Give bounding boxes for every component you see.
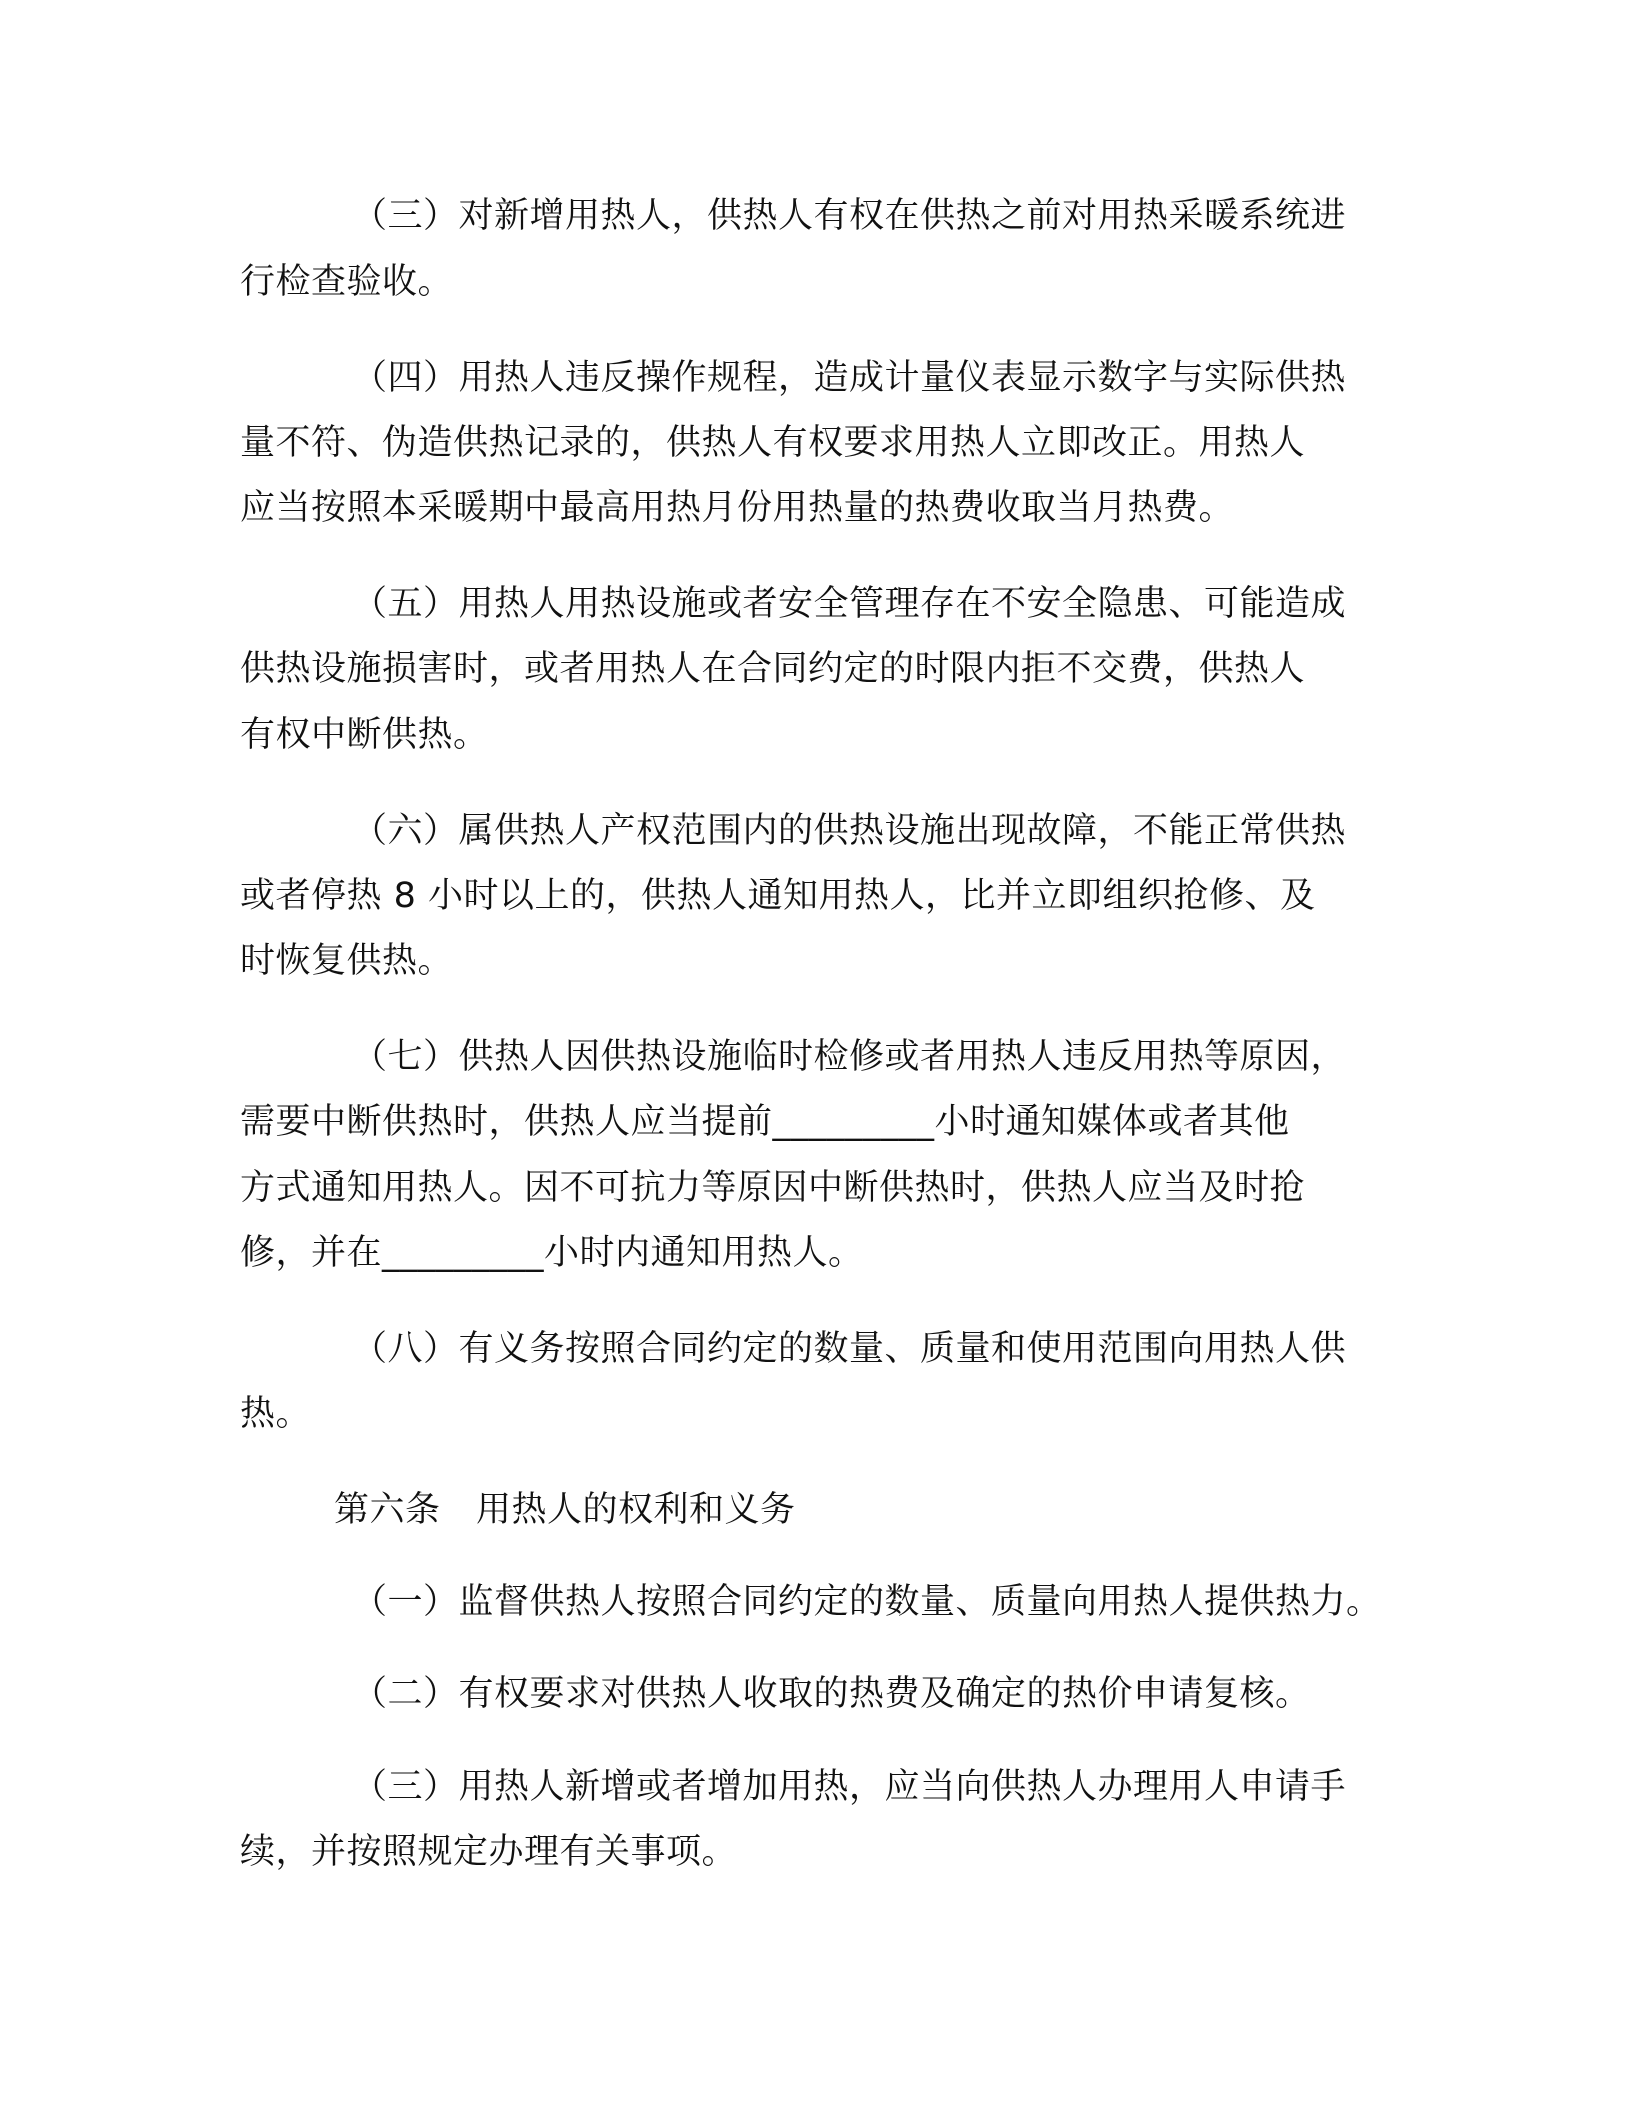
article-6-heading: 第六条 用热人的权利和义务	[334, 1490, 796, 1530]
para-6-line-2: 或者停热 8 小时以上的，供热人通知用热人，比并立即组织抢修、及	[240, 876, 1316, 916]
para-3-line-2: 行检查验收。	[240, 262, 454, 302]
para-4-line-2: 量不符、伪造供热记录的，供热人有权要求用热人立即改正。用热人	[240, 423, 1306, 463]
para-6-line-3: 时恢复供热。	[240, 941, 454, 981]
user-1-line-1: （一）监督供热人按照合同约定的数量、质量向用热人提供热力。	[352, 1582, 1382, 1622]
para-4-line-3: 应当按照本采暖期中最高用热月份用热量的热费收取当月热费。	[240, 488, 1235, 528]
para-5-line-1: （五）用热人用热设施或者安全管理存在不安全隐患、可能造成	[352, 584, 1347, 624]
para-7-line-2: 需要中断供热时，供热人应当提前_________小时通知媒体或者其他	[240, 1102, 1290, 1142]
para-7-line-4: 修，并在_________小时内通知用热人。	[240, 1233, 864, 1273]
user-3-line-2: 续，并按照规定办理有关事项。	[240, 1832, 738, 1872]
para-3-line-1: （三）对新增用热人，供热人有权在供热之前对用热采暖系统进	[352, 196, 1347, 236]
para-6-line-1: （六）属供热人产权范围内的供热设施出现故障，不能正常供热	[352, 811, 1347, 851]
user-3-line-1: （三）用热人新增或者增加用热，应当向供热人办理用人申请手	[352, 1767, 1347, 1807]
para-7-line-3: 方式通知用热人。因不可抗力等原因中断供热时，供热人应当及时抢	[240, 1168, 1306, 1208]
para-5-line-3: 有权中断供热。	[240, 715, 489, 755]
para-8-line-2: 热。	[240, 1394, 312, 1434]
para-8-line-1: （八）有义务按照合同约定的数量、质量和使用范围向用热人供	[352, 1329, 1347, 1369]
para-7-line-1: （七）供热人因供热设施临时检修或者用热人违反用热等原因，	[352, 1037, 1347, 1077]
para-4-line-1: （四）用热人违反操作规程，造成计量仪表显示数字与实际供热	[352, 358, 1347, 398]
user-2-line-1: （二）有权要求对供热人收取的热费及确定的热价申请复核。	[352, 1674, 1311, 1714]
para-5-line-2: 供热设施损害时，或者用热人在合同约定的时限内拒不交费，供热人	[240, 649, 1306, 689]
